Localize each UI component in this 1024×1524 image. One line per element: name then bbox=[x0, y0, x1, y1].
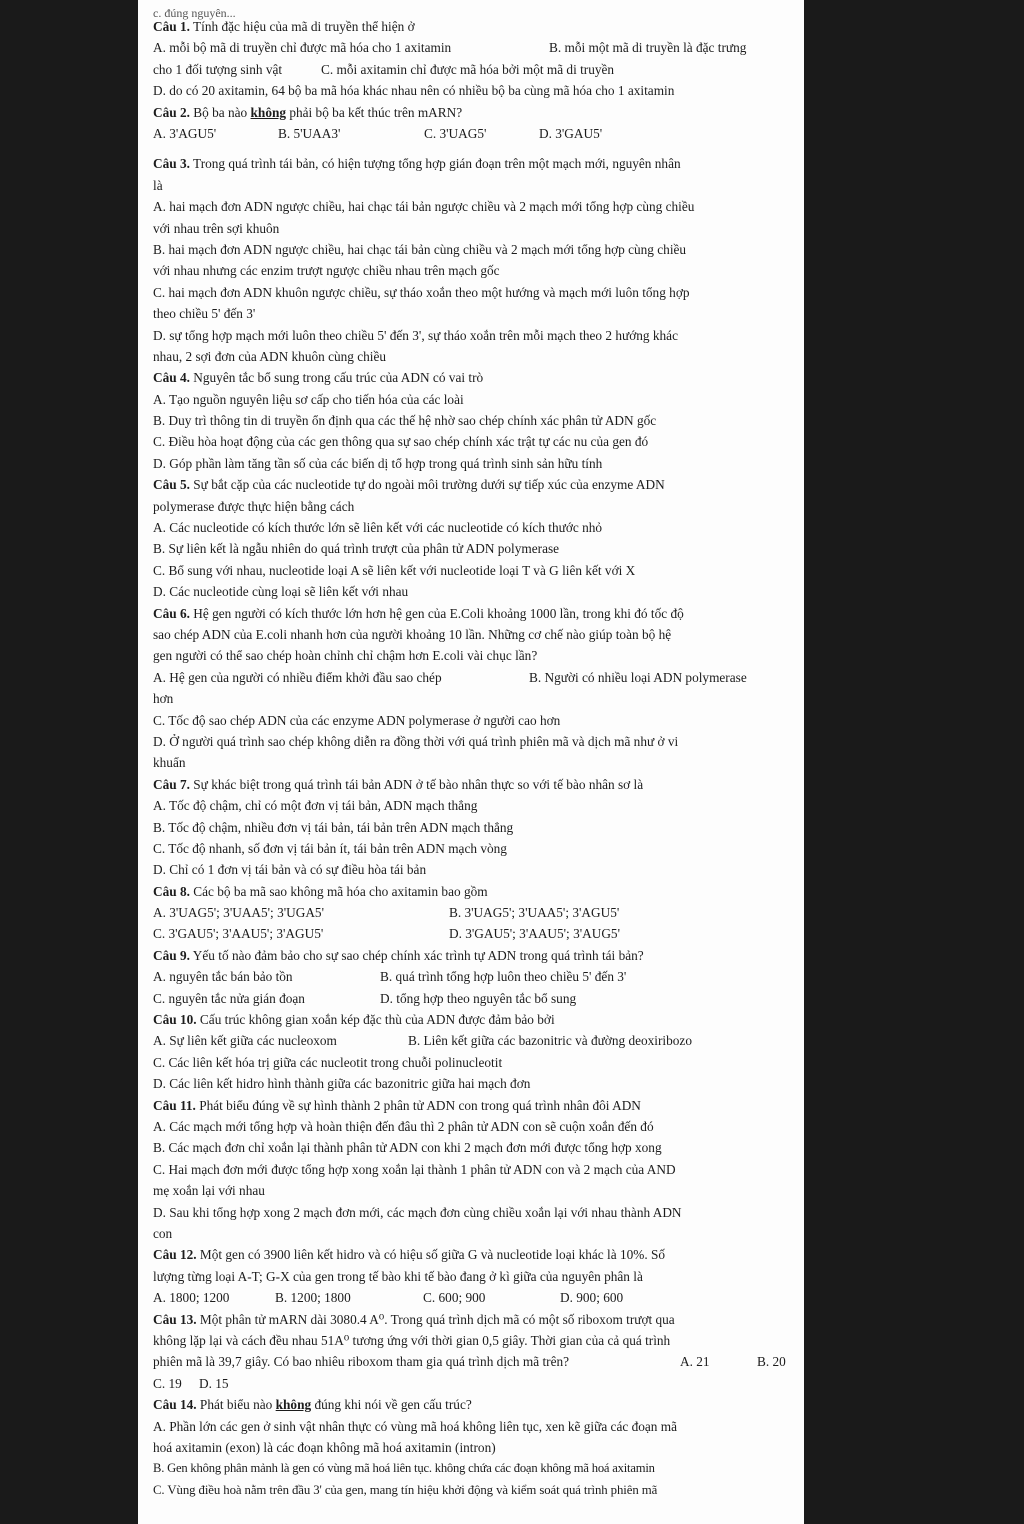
question-number: Câu 1. bbox=[153, 19, 190, 34]
option-d: D. Sau khi tổng hợp xong 2 mạch đơn mới, các mạch đơn cùng chiều xoắn lại với nhau thành ADN bbox=[153, 1204, 682, 1220]
option-d: D. 3'GAU5' bbox=[539, 125, 603, 141]
option-c: C. Các liên kết hóa trị giữa các nucleotit trong chuỗi polinucleotit bbox=[153, 1054, 503, 1070]
option-b: B. Sự liên kết là ngẫu nhiên do quá trình trượt của phân tử ADN polymerase bbox=[153, 541, 560, 557]
option-b: B. Tốc độ chậm, nhiều đơn vị tái bản, tái bản trên ADN mạch thẳng bbox=[153, 819, 514, 835]
option-a: A. Các mạch mới tổng hợp và hoàn thiện đến đâu thì 2 phân tử ADN con sẽ cuộn xoắn đến đó bbox=[153, 1119, 654, 1135]
question-stem: Bộ ba nào bbox=[193, 104, 251, 120]
question-stem: Một gen có 3900 liên kết hidro và có hiệu số giữa G và nucleotide loại khác là 10%. Số bbox=[199, 1247, 666, 1263]
question-stem-cont-2: phiên mã là 39,7 giây. Có bao nhiêu riboxom tham gia quá trình dịch mã trên? bbox=[153, 1354, 570, 1370]
option-d: D. 900; 600 bbox=[560, 1290, 624, 1306]
option-d: D. Chỉ có 1 đơn vị tái bản và có sự điều hòa tái bản bbox=[153, 862, 427, 878]
question-number: Câu 3. bbox=[153, 156, 190, 172]
question-8 bbox=[153, 881, 795, 945]
question-stem: Yếu tố nào đảm bảo cho sự sao chép chính xác trình tự ADN trong quá trình tái bản? bbox=[192, 947, 644, 963]
option-c: C. mỗi axitamin chỉ được mã hóa bởi một mã di truyền bbox=[321, 61, 615, 77]
question-stem: Phát biểu nào bbox=[199, 1397, 276, 1413]
option-c: C. Bổ sung với nhau, nucleotide loại A sẽ liên kết với nucleotide loại T và G liên kết với X bbox=[153, 562, 636, 578]
option-a: A. Phần lớn các gen ở sinh vật nhân thực có vùng mã hoá không liên tục, xen kẽ giữa các đoạn mã bbox=[153, 1418, 678, 1434]
option-d: D. Các liên kết hidro hình thành giữa các bazonitric giữa hai mạch đơn bbox=[153, 1076, 531, 1092]
option-a: A. Các nucleotide có kích thước lớn sẽ liên kết với các nucleotide có kích thước nhỏ bbox=[153, 520, 603, 536]
option-d: D. tổng hợp theo nguyên tắc bổ sung bbox=[380, 990, 577, 1006]
question-stem: Phát biểu đúng về sự hình thành 2 phân tử ADN con trong quá trình nhân đôi ADN bbox=[199, 1097, 641, 1113]
question-14 bbox=[153, 1394, 795, 1501]
question-7 bbox=[153, 774, 795, 881]
question-stem-cont: là bbox=[153, 177, 163, 193]
option-c: C. nguyên tắc nửa gián đoạn bbox=[153, 990, 305, 1006]
question-number: Câu 12. bbox=[153, 1247, 197, 1263]
question-stem-end: phải bộ ba kết thúc trên mARN? bbox=[286, 104, 463, 120]
question-number: Câu 2. bbox=[153, 104, 190, 120]
document-page bbox=[138, 0, 804, 1524]
question-stem-end: đúng khi nói về gen cấu trúc? bbox=[311, 1397, 472, 1413]
question-number: Câu 7. bbox=[153, 776, 190, 792]
question-stem: Các bộ ba mã sao không mã hóa cho axitamin bao gồm bbox=[193, 883, 488, 899]
question-list bbox=[153, 6, 795, 1501]
option-c-cont: theo chiều 5' đến 3' bbox=[153, 306, 256, 322]
option-a: A. nguyên tắc bán bảo tồn bbox=[153, 969, 293, 985]
option-a-cont: với nhau trên sợi khuôn bbox=[153, 220, 280, 236]
question-2 bbox=[153, 102, 795, 145]
option-d: D. do có 20 axitamin, 64 bộ ba mã hóa khác nhau nên có nhiều bộ ba cùng mã hóa cho 1 axitamin bbox=[153, 83, 675, 99]
question-number: Câu 6. bbox=[153, 605, 190, 621]
option-b: B. hai mạch đơn ADN ngược chiều, hai chạc tái bản cùng chiều và 2 mạch mới tổng hợp cùng chiều bbox=[153, 241, 687, 257]
option-a: A. Tốc độ chậm, chỉ có một đơn vị tái bản, ADN mạch thẳng bbox=[153, 798, 478, 814]
option-b: B. Liên kết giữa các bazonitric và đường deoxiribozo bbox=[408, 1033, 692, 1049]
question-12 bbox=[153, 1244, 795, 1308]
question-13 bbox=[153, 1309, 795, 1395]
question-number: Câu 10. bbox=[153, 1012, 197, 1028]
question-10 bbox=[153, 1009, 795, 1095]
question-number: Câu 4. bbox=[153, 370, 190, 386]
option-b: B. 5'UAA3' bbox=[278, 125, 341, 141]
question-5 bbox=[153, 474, 795, 602]
option-b: B. Duy trì thông tin di truyền ổn định qua các thế hệ nhờ sao chép chính xác phân tử ADN gốc bbox=[153, 413, 657, 429]
question-number: Câu 8. bbox=[153, 883, 190, 899]
option-c: C. 3'UAG5' bbox=[424, 125, 487, 141]
option-d: D. Các nucleotide cùng loại sẽ liên kết với nhau bbox=[153, 584, 409, 600]
option-c: C. hai mạch đơn ADN khuôn ngược chiều, sự tháo xoắn theo một hướng và mạch mới luôn tổng hợp bbox=[153, 284, 690, 300]
option-d-cont: nhau, 2 sợi đơn của ADN khuôn cùng chiều bbox=[153, 348, 387, 364]
option-b-cont: với nhau nhưng các enzim trượt ngược chiều nhau trên mạch gốc bbox=[153, 263, 500, 279]
option-b: B. 3'UAG5'; 3'UAA5'; 3'AGU5' bbox=[449, 905, 620, 921]
question-number: Câu 11. bbox=[153, 1097, 196, 1113]
option-a: A. 1800; 1200 bbox=[153, 1290, 230, 1306]
option-b: B. mỗi một mã di truyền là đặc trưng bbox=[549, 40, 747, 56]
option-d: D. Ở người quá trình sao chép không diễn ra đồng thời với quá trình phiên mã và dịch mã như ở vi bbox=[153, 733, 679, 749]
option-a: A. 3'UAG5'; 3'UAA5'; 3'UGA5' bbox=[153, 905, 324, 921]
question-stem: Trong quá trình tái bản, có hiện tượng tổng hợp gián đoạn trên một mạch mới, nguyên nhân bbox=[193, 156, 681, 172]
emphasis-not: không bbox=[275, 1397, 312, 1413]
question-stem: Nguyên tắc bổ sung trong cấu trúc của ADN có vai trò bbox=[193, 370, 484, 386]
question-stem-cont: lượng từng loại A-T; G-X của gen trong tế bào khi tế bào đang ở kì giữa của nguyên phân là bbox=[153, 1268, 643, 1284]
option-b: B. quá trình tổng hợp luôn theo chiều 5' đến 3' bbox=[380, 969, 627, 985]
option-b: B. Gen không phân mảnh là gen có vùng mã hoá liên tục. không chứa các đoạn không mã hoá axitamin bbox=[153, 1461, 655, 1476]
option-a: A. 21 bbox=[680, 1354, 710, 1370]
option-c: C. 600; 900 bbox=[423, 1290, 486, 1306]
option-c: C. Tốc độ sao chép ADN của các enzyme ADN polymerase ở người cao hơn bbox=[153, 712, 561, 728]
question-number: Câu 9. bbox=[153, 947, 190, 963]
option-c: C. Vùng điều hoà nằm trên đầu 3' của gen, mang tín hiệu khởi động và kiểm soát quá trình phiên mã bbox=[153, 1482, 658, 1497]
option-b: B. 1200; 1800 bbox=[275, 1290, 351, 1306]
option-b: B. Người có nhiều loại ADN polymerase bbox=[529, 669, 747, 685]
question-stem: Sự bắt cặp của các nucleotide tự do ngoài môi trường dưới sự tiếp xúc của enzyme ADN bbox=[193, 477, 665, 493]
question-6 bbox=[153, 603, 795, 774]
option-d: D. Góp phần làm tăng tần số của các biến dị tổ hợp trong quá trình sinh sản hữu tính bbox=[153, 455, 603, 471]
question-1 bbox=[153, 16, 795, 102]
option-a-cont: hoá axitamin (exon) là các đoạn không mã hoá axitamin (intron) bbox=[153, 1439, 496, 1455]
question-number: Câu 13. bbox=[153, 1311, 197, 1327]
option-d: D. 3'GAU5'; 3'AAU5'; 3'AUG5' bbox=[449, 926, 620, 942]
option-b-cont: hơn bbox=[153, 691, 174, 707]
question-stem: Cấu trúc không gian xoắn kép đặc thù của ADN được đảm bảo bởi bbox=[199, 1012, 555, 1028]
option-a: A. Hệ gen của người có nhiều điểm khởi đầu sao chép bbox=[153, 669, 442, 685]
option-b: B. 20 bbox=[757, 1354, 786, 1370]
question-stem-cont: polymerase được thực hiện bằng cách bbox=[153, 498, 355, 514]
question-stem-cont: sao chép ADN của E.coli nhanh hơn của người khoảng 10 lần. Những cơ chế nào giúp toàn bộ hệ bbox=[153, 626, 672, 642]
option-c: C. Điều hòa hoạt động của các gen thông qua sự sao chép chính xác trật tự các nu của gen đó bbox=[153, 434, 649, 450]
question-stem-cont-2: gen người có thể sao chép hoàn chỉnh chỉ chậm hơn E.coli vài chục lần? bbox=[153, 648, 538, 664]
question-number: Câu 14. bbox=[153, 1397, 197, 1413]
option-c: C. 3'GAU5'; 3'AAU5'; 3'AGU5' bbox=[153, 926, 324, 942]
question-9 bbox=[153, 945, 795, 1009]
cut-off-top-text: c. đúng nguyên... bbox=[153, 6, 236, 20]
emphasis-not: không bbox=[250, 104, 287, 120]
question-stem: Tính đặc hiệu của mã di truyền thể hiện ở bbox=[193, 19, 415, 34]
question-3 bbox=[153, 153, 795, 367]
option-c-cont: mẹ xoắn lại với nhau bbox=[153, 1183, 265, 1199]
question-stem-cont: không lặp lại và cách đều nhau 51A⁰ tương ứng với thời gian 0,5 giây. Thời gian của cả quá trình bbox=[153, 1332, 671, 1348]
option-c: C. Tốc độ nhanh, số đơn vị tái bản ít, tái bản trên ADN mạch vòng bbox=[153, 840, 507, 856]
option-a: A. Tạo nguồn nguyên liệu sơ cấp cho tiến hóa của các loài bbox=[153, 391, 464, 407]
option-b: B. Các mạch đơn chỉ xoắn lại thành phân tử ADN con khi 2 mạch đơn mới được tổng hợp xong bbox=[153, 1140, 662, 1156]
option-a: A. Sự liên kết giữa các nucleoxom bbox=[153, 1033, 337, 1049]
option-d: D. 15 bbox=[199, 1375, 229, 1391]
option-b-continued: cho 1 đối tượng sinh vật bbox=[153, 61, 283, 77]
option-c: C. Hai mạch đơn mới được tổng hợp xong xoắn lại thành 1 phân tử ADN con và 2 mạch của AND bbox=[153, 1161, 676, 1177]
option-a: A. mỗi bộ mã di truyền chỉ được mã hóa cho 1 axitamin bbox=[153, 40, 452, 56]
question-number: Câu 5. bbox=[153, 477, 190, 493]
option-a: A. hai mạch đơn ADN ngược chiều, hai chạc tái bản ngược chiều và 2 mạch mới tổng hợp cùng chiều bbox=[153, 199, 695, 215]
option-c: C. 19 bbox=[153, 1375, 182, 1391]
question-stem: Sự khác biệt trong quá trình tái bản ADN ở tế bào nhân thực so với tế bào nhân sơ là bbox=[193, 776, 644, 792]
option-a: A. 3'AGU5' bbox=[153, 125, 217, 141]
question-4 bbox=[153, 367, 795, 474]
option-d-cont: con bbox=[153, 1226, 173, 1242]
option-d: D. sự tổng hợp mạch mới luôn theo chiều 5' đến 3', sự tháo xoắn trên mỗi mạch theo 2 hướng khác bbox=[153, 327, 678, 343]
question-11 bbox=[153, 1095, 795, 1245]
option-d-cont: khuẩn bbox=[153, 755, 186, 771]
question-stem: Một phân tử mARN dài 3080.4 A⁰. Trong quá trình dịch mã có một số riboxom trượt qua bbox=[199, 1311, 675, 1327]
question-stem: Hệ gen người có kích thước lớn hơn hệ gen của E.Coli khoảng 1000 lần, trong khi đó tốc độ bbox=[193, 605, 684, 621]
